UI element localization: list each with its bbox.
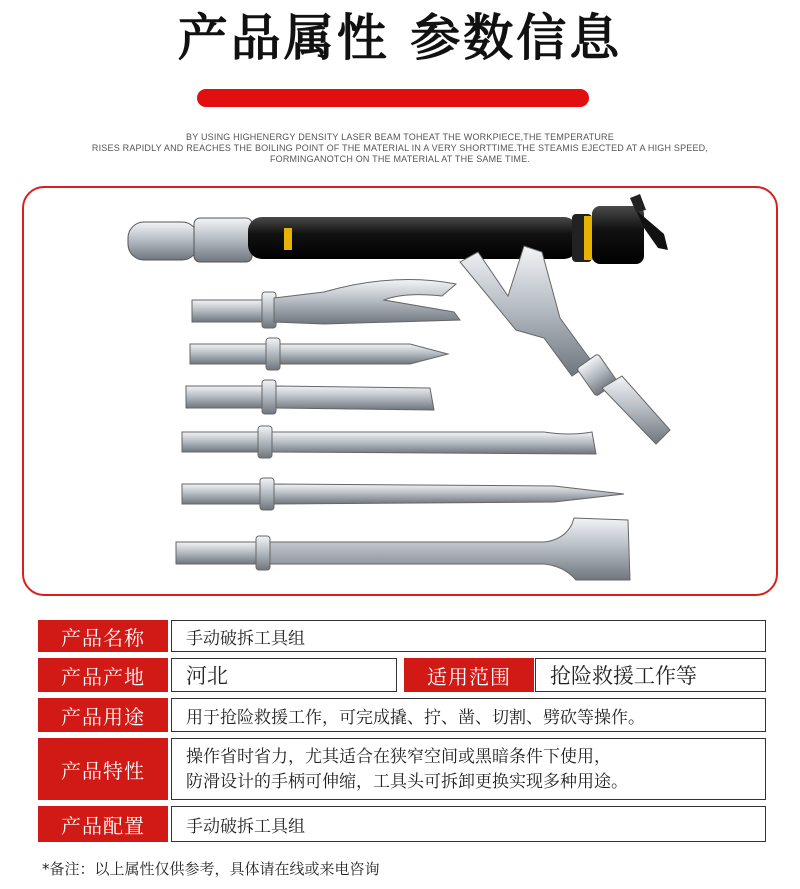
pointed-chisel <box>190 338 448 370</box>
subtitle-line-3: FORMINGANOTCH ON THE MATERIAL AT THE SAME TIME. <box>269 154 531 164</box>
param-row-origin-scope <box>38 658 766 692</box>
long-flat-chisel <box>182 426 596 458</box>
param-row-config <box>38 806 766 842</box>
product-photo-illustration <box>24 188 778 596</box>
value-features <box>171 738 766 800</box>
param-row-usage <box>38 698 766 732</box>
label-origin: 产品产地 <box>38 658 168 692</box>
label-scope: 适用范围 <box>404 658 534 692</box>
page-title: 产品属性 参数信息 <box>177 9 623 67</box>
label-usage: 产品用途 <box>38 698 168 732</box>
value-usage: 用于抢险救援工作，可完成撬、拧、凿、切割、劈砍等操作。 <box>171 698 766 732</box>
subtitle-english-text <box>80 132 720 165</box>
diagonal-fork-tool <box>460 246 670 444</box>
value-product-name: 手动破拆工具组 <box>171 620 766 652</box>
value-scope: 抢险救援工作等 <box>535 658 766 692</box>
label-product-name: 产品名称 <box>38 620 168 652</box>
footnote: *备注：以上属性仅供参考，具体请在线或来电咨询 <box>42 860 380 878</box>
subtitle-line-2: RISES RAPIDLY AND REACHES THE BOILING POINT OF THE MATERIAL IN A VERY SHORTTIME.THE STEAMIS EJECTED AT A HIGH SPEED, <box>91 143 709 153</box>
features-line-2: 防滑设计的手柄可伸缩，工具头可拆卸更换实现多种用途。 <box>186 772 628 792</box>
handle-tool <box>128 194 668 264</box>
title-underline-bar <box>197 89 589 107</box>
label-config: 产品配置 <box>38 806 168 842</box>
param-row-name <box>38 620 766 652</box>
param-row-features <box>38 738 766 800</box>
spade-chisel <box>176 518 630 580</box>
flat-chisel <box>186 380 434 414</box>
long-pointed-chisel <box>182 478 624 510</box>
product-photo-frame <box>22 186 778 596</box>
value-origin: 河北 <box>171 658 397 692</box>
features-line-1: 操作省时省力，尤其适合在狭窄空间或黑暗条件下使用， <box>186 747 611 767</box>
subtitle-line-1: BY USING HIGHENERGY DENSITY LASER BEAM TOHEAT THE WORKPIECE,THE TEMPERATURE <box>186 132 614 142</box>
value-config: 手动破拆工具组 <box>171 806 766 842</box>
fork-tool <box>192 280 460 329</box>
label-features: 产品特性 <box>38 738 168 800</box>
